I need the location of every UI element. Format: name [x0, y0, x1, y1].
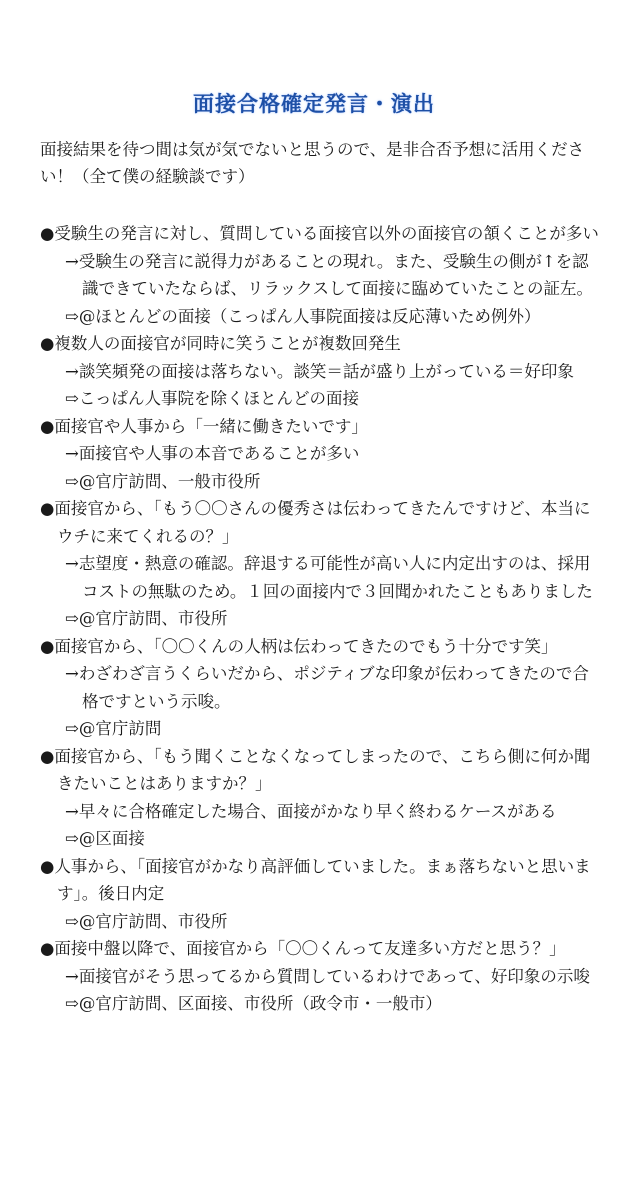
- item-statement: ●面接官から、「〇〇くんの人柄は伝わってきたのでもう十分です笑」: [40, 636, 558, 656]
- item-statement: ●人事から、「面接官がかなり高評価していました。まぁ落ちないと思います」。後日内定: [40, 856, 591, 903]
- item-examples: ⇨@区面接: [65, 829, 145, 848]
- item-list: [40, 220, 600, 1018]
- item-meaning: →わざわざ言うくらいだから、ポジティブな印象が伝わってきたので合格ですという示唆。: [65, 664, 589, 711]
- item-statement: ●受験生の発言に対し、質問している面接官以外の面接官の頷くことが多い: [40, 224, 599, 243]
- list-item: [40, 220, 600, 330]
- item-meaning: →面接官がそう思ってるから質問しているわけであって、好印象の示唆: [65, 966, 590, 986]
- page-title: 面接合格確定発言・演出: [193, 91, 435, 116]
- item-statement: ●面接官や人事から「一緒に働きたいです」: [40, 416, 368, 436]
- list-item: [40, 330, 600, 413]
- item-meaning: →早々に合格確定した場合、面接がかなり早く終わるケースがある: [65, 801, 557, 821]
- item-examples: ⇨@官庁訪問、区面接、市役所（政令市・一般市）: [65, 994, 442, 1013]
- item-examples: ⇨こっぱん人事院を除くほとんどの面接: [65, 389, 359, 408]
- item-statement: ●面接官から、「もう〇〇さんの優秀さは伝わってきたんですけど、本当にウチに来てくれるの？」: [40, 499, 591, 546]
- list-item: [40, 935, 600, 1018]
- item-meaning: →談笑頻発の面接は落ちない。談笑＝話が盛り上がっている＝好印象: [65, 361, 574, 381]
- item-examples: ⇨@官庁訪問、市役所: [65, 609, 228, 628]
- item-meaning: →受験生の発言に説得力があることの現れ。また、受験生の側が↑を認識できていたならば、リラックスして面接に臨めていたことの証左。: [65, 251, 594, 298]
- item-examples: ⇨@ほとんどの面接（こっぱん人事院面接は反応薄いため例外）: [65, 306, 541, 326]
- list-item: [40, 853, 600, 936]
- item-statement: ●面接中盤以降で、面接官から「〇〇くんって友達多い方だと思う？」: [40, 939, 566, 958]
- list-item: [40, 633, 600, 743]
- list-item: [40, 413, 600, 496]
- item-examples: ⇨@官庁訪問、一般市役所: [65, 471, 261, 491]
- item-statement: ●面接官から、「もう聞くことなくなってしまったので、こちら側に何か聞きたいことはありますか？」: [40, 746, 591, 793]
- item-examples: ⇨@官庁訪問、市役所: [65, 911, 228, 931]
- intro-paragraph: 面接結果を待つ間は気が気でないと思うので、是非合否予想に活用ください！（全て僕の経験談です）: [40, 140, 585, 186]
- item-examples: ⇨@官庁訪問: [65, 719, 162, 738]
- list-item: [40, 743, 600, 853]
- list-item: [40, 495, 600, 633]
- item-meaning: →志望度・熱意の確認。辞退する可能性が高い人に内定出すのは、採用コストの無駄のため。１回の面接内で３回聞かれたこともありました: [65, 554, 593, 601]
- item-statement: ●複数人の面接官が同時に笑うことが複数回発生: [40, 334, 401, 353]
- item-meaning: →面接官や人事の本音であることが多い: [65, 444, 360, 463]
